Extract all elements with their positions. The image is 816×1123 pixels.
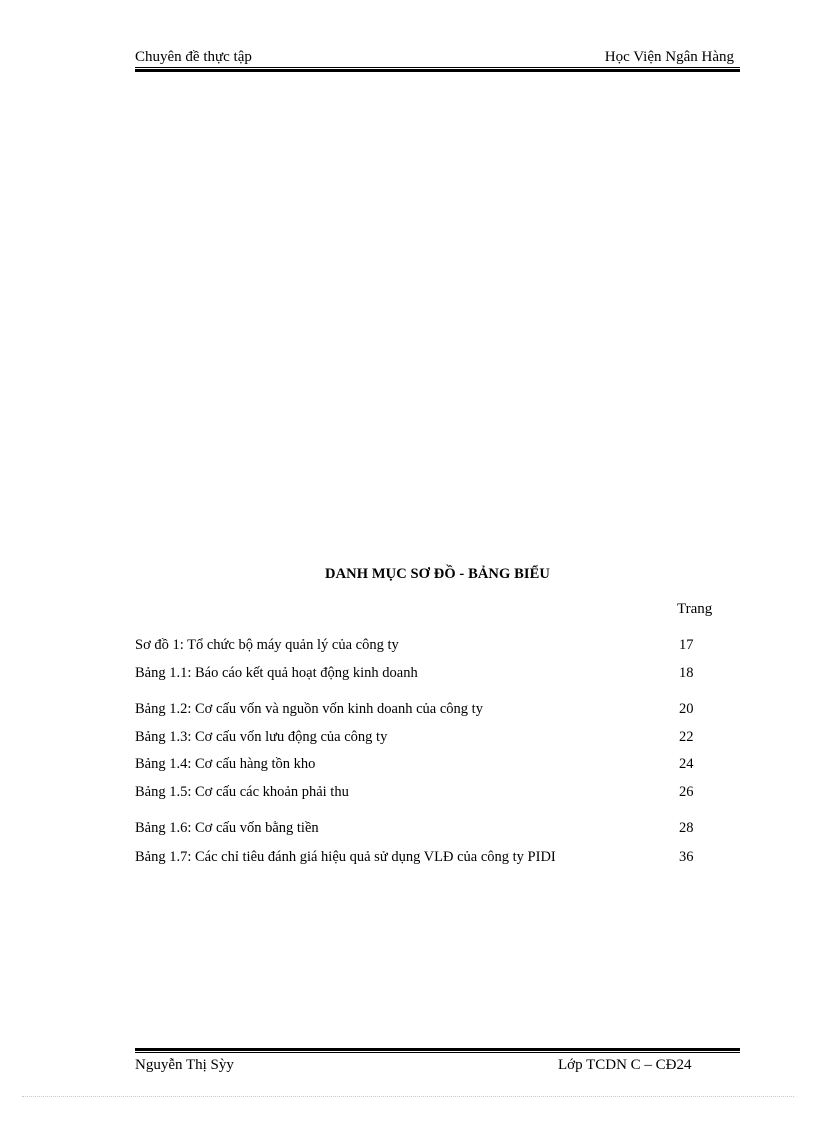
toc-entry xyxy=(135,784,715,804)
page-bottom-border xyxy=(22,1096,794,1097)
toc-entry-page: 36 xyxy=(679,849,694,865)
footer-right-text: Lớp TCDN C – CĐ24 xyxy=(558,1057,692,1073)
header-rule xyxy=(135,67,740,72)
toc-entry xyxy=(135,820,715,840)
toc-entry-label: Bảng 1.4: Cơ cấu hàng tồn kho xyxy=(135,756,316,772)
toc-entry-page: 17 xyxy=(679,637,694,653)
toc-title: DANH MỤC SƠ ĐỒ - BẢNG BIỂU xyxy=(325,566,550,582)
page-header xyxy=(135,49,740,69)
toc-entry-label: Bảng 1.7: Các chỉ tiêu đánh giá hiệu quả sử dụng VLĐ của công ty PIDI xyxy=(135,849,556,865)
toc-entry-label: Bảng 1.3: Cơ cấu vốn lưu động của công ty xyxy=(135,729,388,745)
toc-entry-label: Sơ đồ 1: Tổ chức bộ máy quản lý của công ty xyxy=(135,637,399,653)
toc-entry-page: 18 xyxy=(679,665,694,681)
toc-entry xyxy=(135,665,715,685)
toc-entry-label: Bảng 1.5: Cơ cấu các khoản phải thu xyxy=(135,784,349,800)
header-left-text: Chuyên đề thực tập xyxy=(135,49,252,65)
toc-entry xyxy=(135,701,715,721)
header-right-text: Học Viện Ngân Hàng xyxy=(604,49,734,65)
footer-left-text: Nguyễn Thị Sỳy xyxy=(135,1057,234,1073)
toc-entry xyxy=(135,849,715,869)
toc-entry-page: 20 xyxy=(679,701,694,717)
toc-entry-page: 28 xyxy=(679,820,694,836)
toc-entry-label: Bảng 1.2: Cơ cấu vốn và nguồn vốn kinh doanh của công ty xyxy=(135,701,483,717)
toc-page-column-header: Trang xyxy=(677,601,713,617)
toc-entry-page: 26 xyxy=(679,784,694,800)
toc-entry-label: Bảng 1.6: Cơ cấu vốn bằng tiền xyxy=(135,820,319,836)
toc-entry xyxy=(135,637,715,657)
page-footer xyxy=(135,1057,740,1077)
footer-rule xyxy=(135,1048,740,1053)
toc-entry-page: 22 xyxy=(679,729,694,745)
toc-entry-label: Bảng 1.1: Báo cáo kết quả hoạt động kinh doanh xyxy=(135,665,418,681)
toc-entry-page: 24 xyxy=(679,756,694,772)
toc-entry xyxy=(135,729,715,749)
toc-entry xyxy=(135,756,715,776)
